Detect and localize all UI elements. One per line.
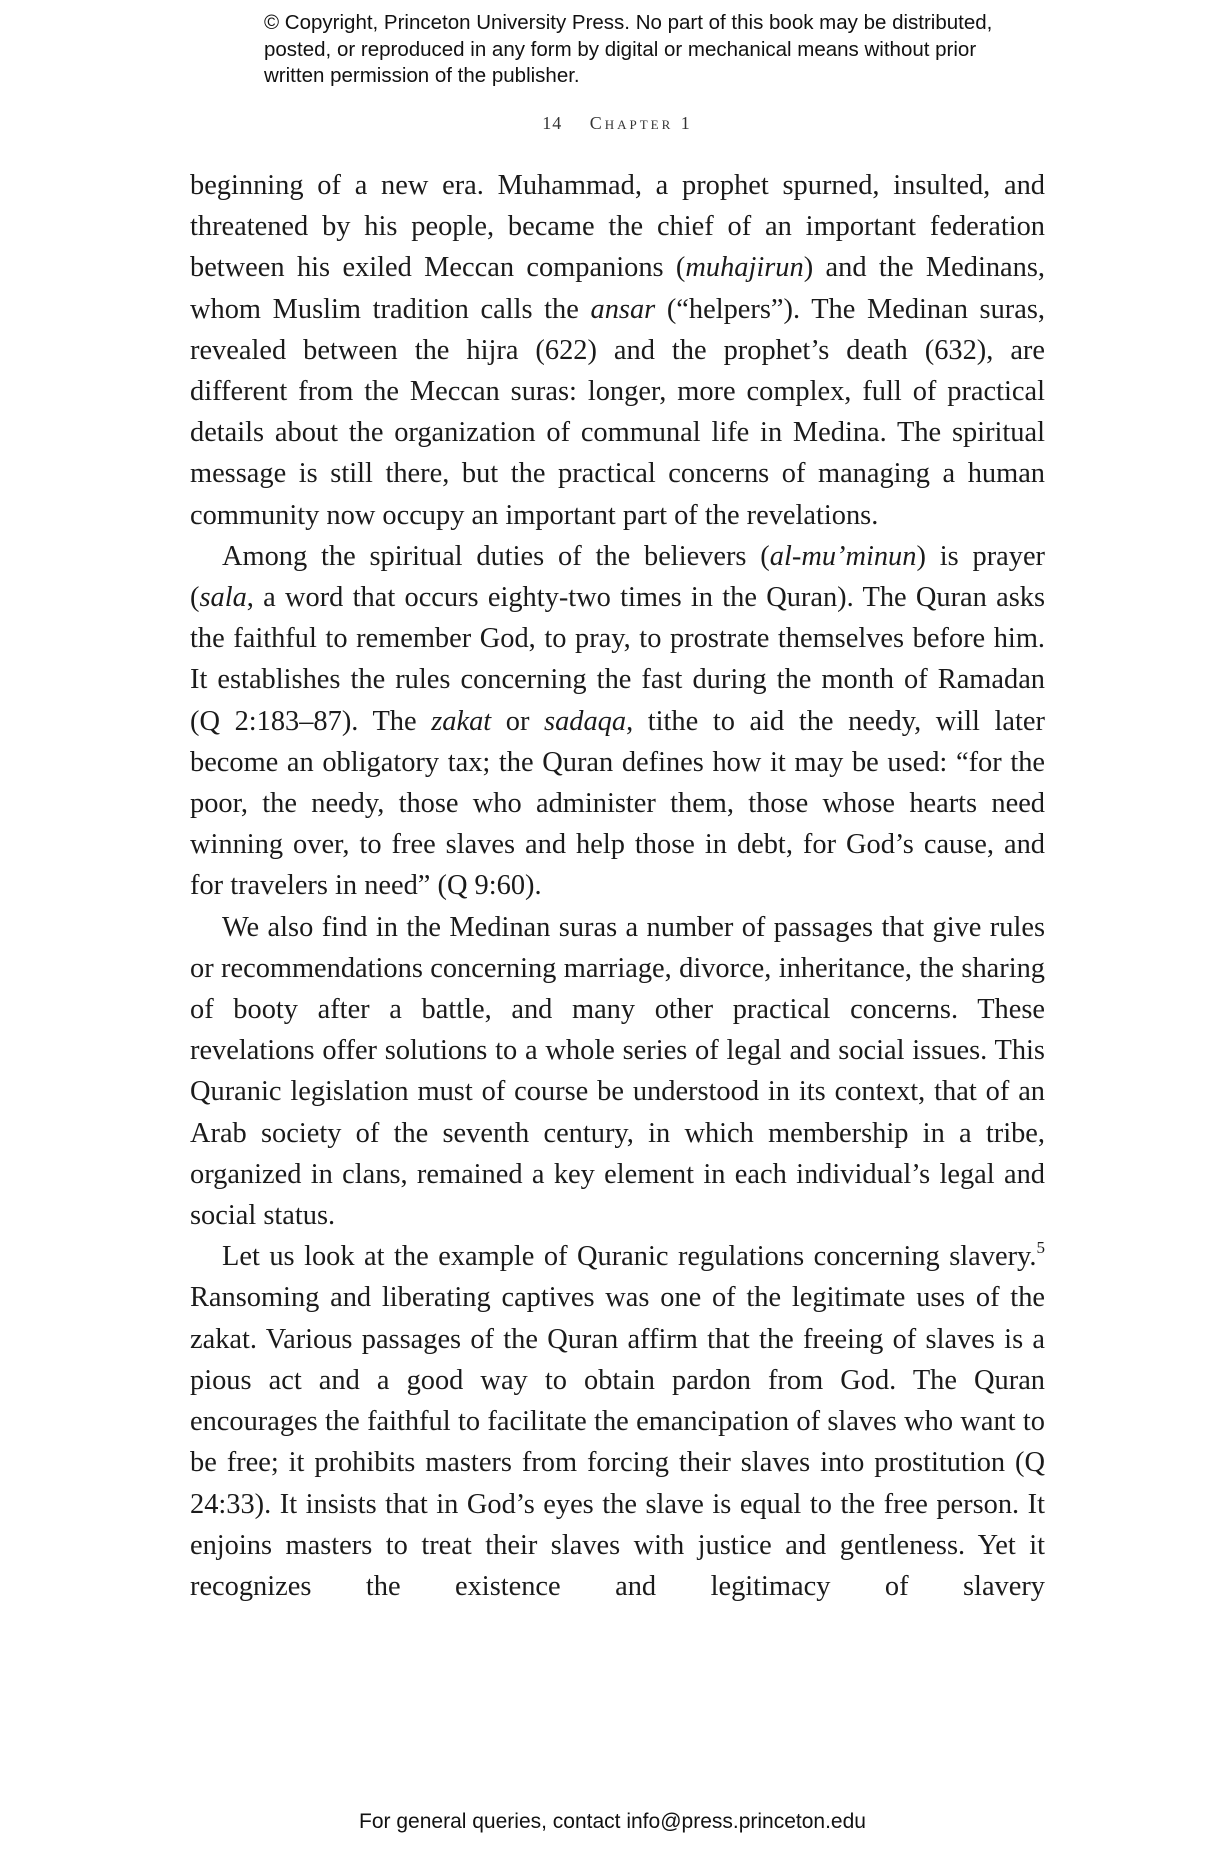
- footer-contact: For general queries, contact info@press.princeton.edu: [359, 1810, 866, 1833]
- text-run: Ransoming and liberating captives was one of the legitimate uses of the zakat. Various passages of the Quran affirm that the freeing of slaves is a pious act and a good way to obtain pardon from God. The Quran encourages the faithful to facilitate the emancipation of slaves who want to be free; it prohibits masters from forcing their slaves into prostitution (Q 24:33). It insists that in God’s eyes the slave is equal to the free person. It enjoins masters to treat their slaves with justice and gentleness. Yet it recognizes the existence and legitimacy of slavery: [190, 1282, 1045, 1602]
- italic-term: ansar: [590, 293, 656, 325]
- paragraph-1: [190, 165, 1045, 536]
- paragraph-4: [190, 1236, 1045, 1607]
- text-run: , tithe to aid the needy, will later become an obligatory tax; the Quran defines how it may be used: “for the poor, the needy, those who administer them, those whose hearts need winning over, to free slaves and help those in debt, for God’s cause, and for travelers in need” (Q 9:60).: [190, 705, 1045, 902]
- body-text: [190, 165, 1045, 1607]
- italic-term: al-mu’minun: [769, 540, 917, 572]
- chapter-label: Chapter 1: [589, 113, 693, 133]
- text-run: , a word that occurs eighty-two times in the Quran). The Quran asks the faithful to remember God, to pray, to prostrate themselves before him. It establishes the rules concerning the fast during the month of Ramadan (Q 2:183–87). The: [190, 582, 1045, 737]
- text-run: Among the spiritual duties of the believers (: [222, 540, 770, 572]
- text-run: or: [491, 705, 545, 737]
- page-number: 14: [542, 113, 563, 133]
- italic-term: muhajirun: [685, 252, 804, 284]
- text-run: beginning of a new era. Muhammad, a prophet spurned, insulted, and threatened by his people, became the chief of an important federation between his exiled Meccan companions (: [190, 170, 1045, 284]
- paragraph-3: We also find in the Medinan suras a number of passages that give rules or recommendations concerning marriage, divorce, inheritance, the sharing of booty after a battle, and many other practical concerns. These revelations offer solutions to a whole series of legal and social issues. This Quranic legislation must of course be understood in its context, that of an Arab society of the seventh century, in which membership in a tribe, organized in clans, remained a key element in each individual’s legal and social status.: [190, 911, 1045, 1232]
- text-run: ) is prayer (: [190, 540, 1045, 614]
- italic-term: sala: [199, 582, 247, 614]
- paragraph-2: [190, 536, 1045, 907]
- text-run: ) and the Medinans, whom Muslim tradition calls the: [190, 252, 1045, 325]
- italic-term: sadaqa: [544, 705, 627, 737]
- text-run: Let us look at the example of Quranic regulations concerning slavery.: [222, 1241, 1037, 1273]
- text-run: (“helpers”). The Medinan suras, revealed between the hijra (622) and the prophet’s death (632), are different from the Meccan suras: longer, more complex, full of practical details about the organization of communal life in Medina. The spiritual message is still there, but the practical concerns of managing a human community now occupy an important part of the revelations.: [190, 293, 1046, 531]
- footnote-reference[interactable]: 5: [1036, 1238, 1045, 1258]
- copyright-notice: © Copyright, Princeton University Press. No part of this book may be distributed, posted, or reproduced in any form by digital or mechanical means without prior written permission of the publisher.: [264, 11, 993, 87]
- running-head: [190, 113, 1045, 134]
- italic-term: zakat: [431, 705, 492, 737]
